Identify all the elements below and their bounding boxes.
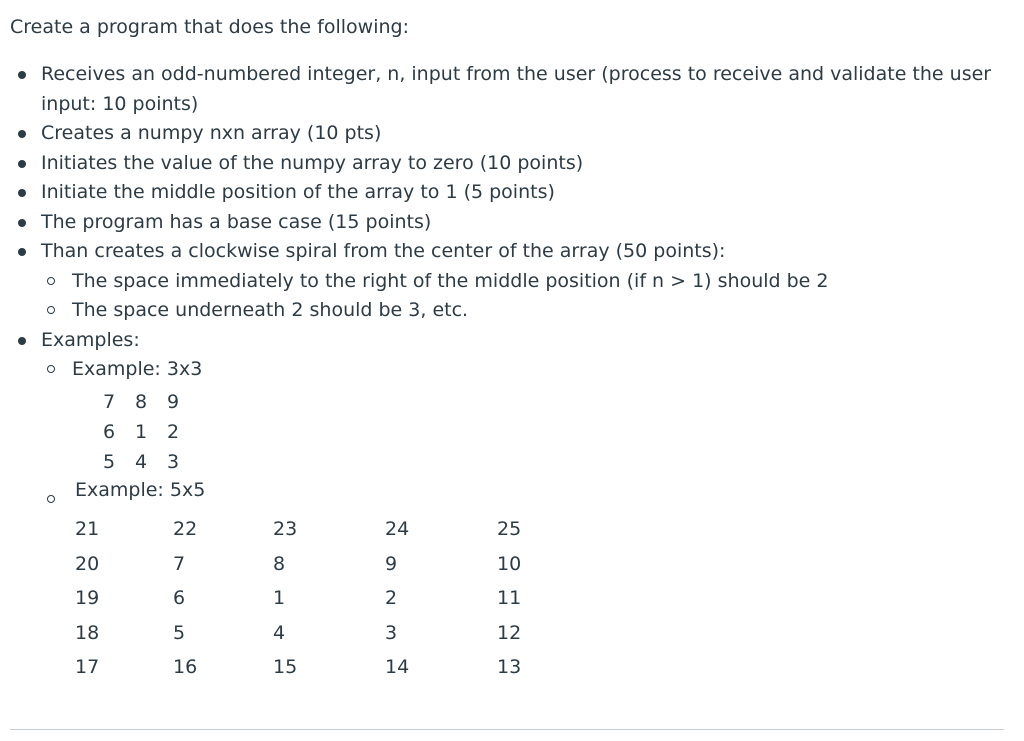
table-cell: 17 — [75, 656, 100, 678]
table-cell: 15 — [273, 656, 298, 678]
examples-list — [0, 355, 1000, 477]
example-3x3-label: Example: 3x3 — [72, 358, 203, 380]
grid-row — [103, 387, 1000, 417]
grid-row — [103, 417, 1000, 447]
table-cell: 6 — [173, 587, 186, 609]
grid-cell: 7 — [103, 390, 116, 413]
table-cell: 4 — [273, 621, 286, 644]
table-row — [75, 650, 537, 685]
bullet-text: Than creates a clockwise spiral from the center of the array (50 points): — [41, 240, 726, 262]
grid-row — [103, 447, 1000, 477]
table-cell: 3 — [385, 621, 398, 644]
table-cell: 11 — [497, 587, 522, 609]
hollow-bullet-icon — [47, 495, 55, 503]
grid-cell: 8 — [135, 390, 148, 413]
table-cell: 13 — [497, 656, 522, 678]
example-5x5-table — [75, 512, 537, 685]
table-cell: 12 — [497, 621, 522, 644]
bullet-text: The program has a base case (15 points) — [41, 210, 432, 233]
grid-cell: 9 — [167, 390, 180, 413]
bullet-item — [0, 119, 1000, 149]
bullet-text: Receives an odd-numbered integer, n, input from the user (process to receive and validate the user input: 10 points) — [41, 63, 992, 115]
table-cell: 14 — [385, 656, 410, 678]
table-cell: 5 — [173, 621, 186, 644]
example-3x3 — [0, 355, 1000, 477]
table-cell: 23 — [273, 518, 298, 540]
example-3x3-grid — [103, 387, 1000, 477]
bullet-text: Examples: — [41, 328, 140, 351]
grid-cell: 3 — [167, 450, 180, 473]
bullet-item — [0, 60, 1000, 119]
table-cell: 22 — [173, 518, 198, 540]
table-cell: 1 — [273, 587, 286, 609]
requirements-list — [0, 60, 1000, 477]
bullet-item — [0, 178, 1000, 208]
bullet-text: Initiate the middle position of the array to 1 (5 points) — [41, 181, 555, 203]
bullet-item — [0, 208, 1000, 238]
table-cell: 19 — [75, 587, 100, 609]
table-cell: 2 — [385, 587, 398, 609]
table-cell: 24 — [385, 518, 410, 540]
table-row — [75, 616, 537, 651]
intro-text: Create a program that does the following: — [10, 16, 409, 38]
sub-item: The space underneath 2 should be 3, etc. — [0, 296, 1000, 326]
table-cell: 18 — [75, 621, 100, 644]
table-row — [75, 547, 537, 582]
grid-cell: 2 — [167, 420, 180, 443]
grid-cell: 6 — [103, 420, 116, 443]
grid-cell: 5 — [103, 450, 116, 473]
bullet-item — [0, 326, 1000, 477]
bullet-text: Initiates the value of the numpy array to zero (10 points) — [41, 151, 584, 174]
table-cell: 8 — [273, 552, 286, 575]
table-cell: 7 — [173, 552, 186, 575]
grid-cell: 4 — [135, 450, 148, 473]
table-cell: 25 — [497, 518, 522, 540]
table-row — [75, 512, 537, 547]
sub-item: The space immediately to the right of the middle position (if n > 1) should be 2 — [0, 267, 1000, 297]
table-cell: 20 — [75, 552, 100, 575]
example-5x5-label: Example: 5x5 — [75, 479, 206, 501]
table-cell: 10 — [497, 552, 522, 575]
spiral-rules-list — [0, 267, 1000, 326]
bullet-item — [0, 237, 1000, 326]
table-cell: 9 — [385, 552, 398, 575]
table-cell: 21 — [75, 518, 100, 540]
table-row — [75, 581, 537, 616]
bullet-item — [0, 149, 1000, 179]
divider — [10, 729, 1004, 730]
grid-cell: 1 — [135, 420, 148, 443]
table-cell: 16 — [173, 656, 198, 678]
bullet-text: Creates a numpy nxn array (10 pts) — [41, 122, 382, 144]
